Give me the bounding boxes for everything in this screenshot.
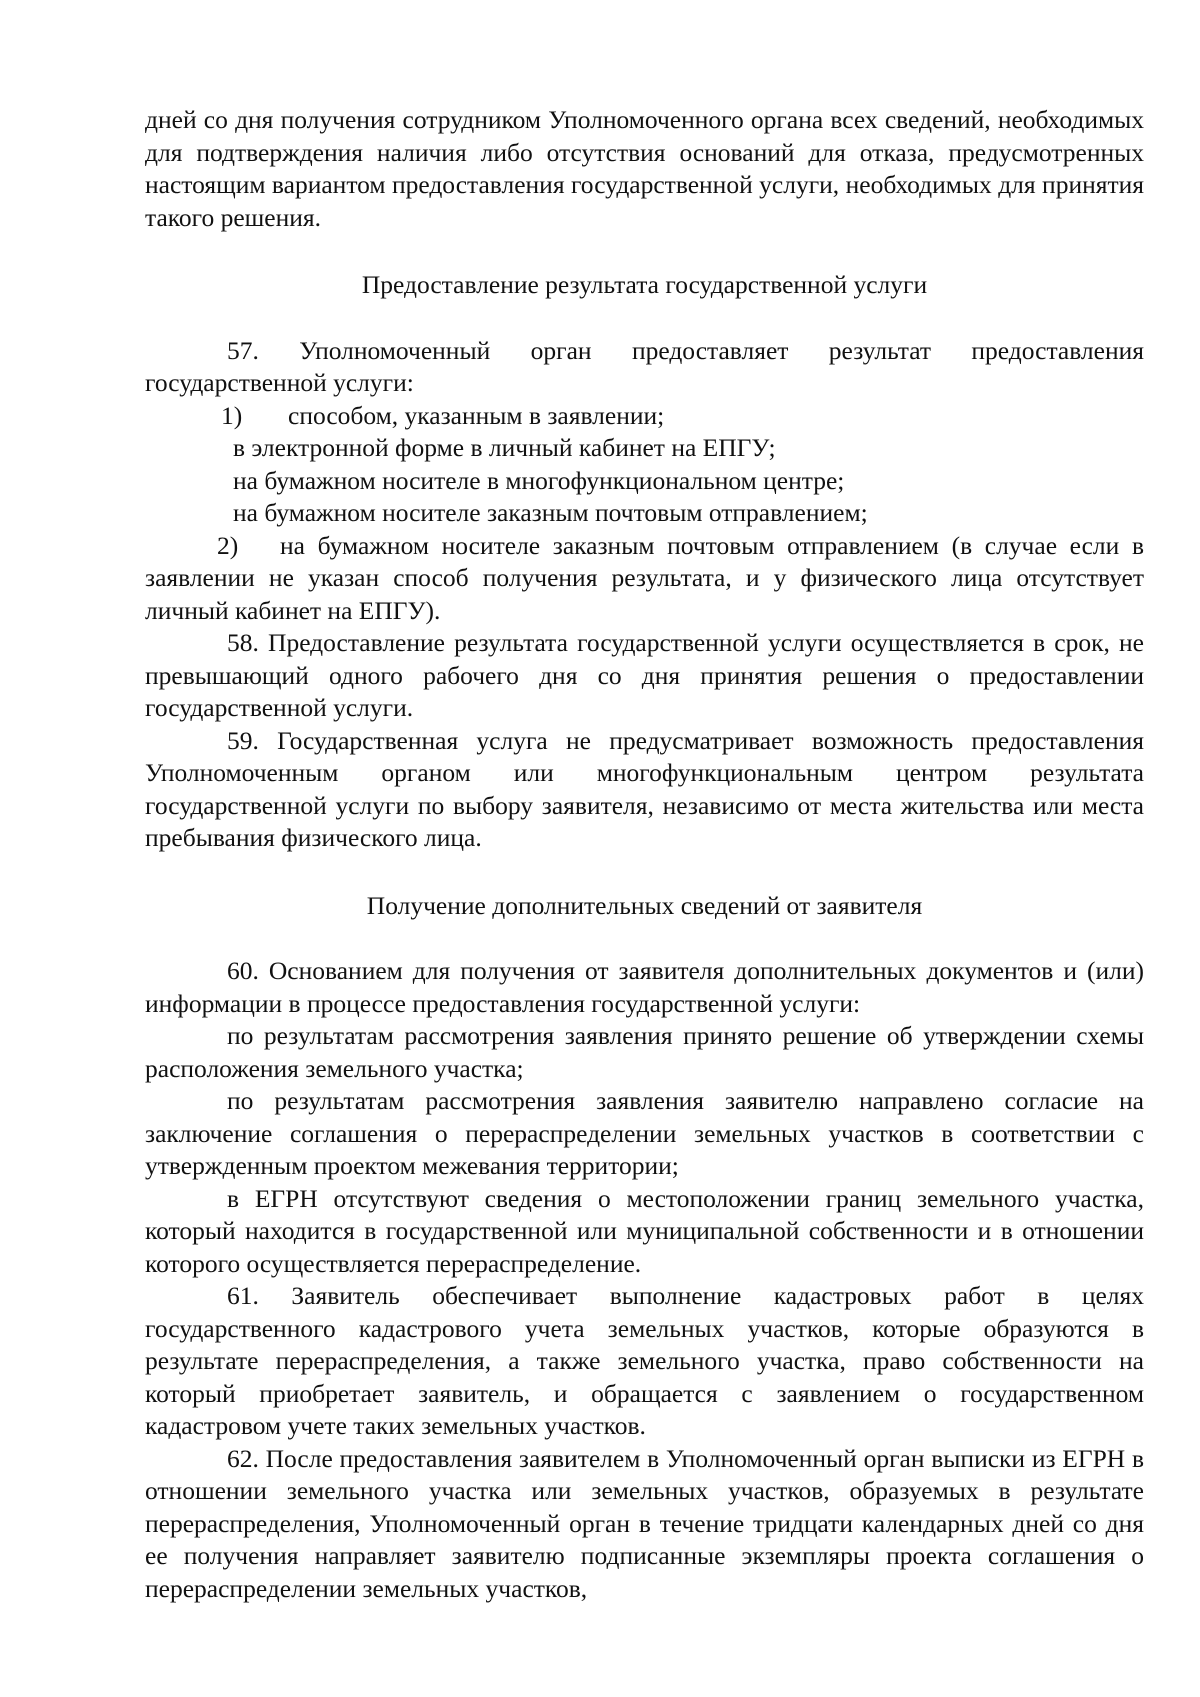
list-item-1-sub-3: на бумажном носителе заказным почтовым отправлением; [233, 498, 868, 527]
paragraph-60-b: по результатам рассмотрения заявления заявителю направлено согласие на заключение соглашения о перераспределении земельных участков в соответствии с утвержденным проектом межевания территории; [145, 1086, 1144, 1180]
paragraph-61: 61. Заявитель обеспечивает выполнение кадастровых работ в целях государственного кадастрового учета земельных участков, которые образуются в результате перераспределения, а также земельного участка, право собственности на который приобретает заявитель, и обращается с заявлением о государственном кадастровом учете таких земельных участков. [145, 1281, 1144, 1440]
paragraph-58: 58. Предоставление результата государственной услуги осуществляется в срок, не превышающий одного рабочего дня со дня принятия решения о предоставлении государственной услуги. [145, 628, 1144, 722]
list-item-1-sub-2: на бумажном носителе в многофункциональном центре; [233, 465, 845, 495]
list-item-2 [145, 530, 1144, 628]
paragraph-57: 57. Уполномоченный орган предоставляет результат предоставления государственной услуги: [145, 335, 1144, 397]
list-item-1-sub-1: в электронной форме в личный кабинет на ЕПГУ; [233, 433, 776, 462]
paragraph-60: 60. Основанием для получения от заявителя дополнительных документов и (или) информации в процессе предоставления государственной услуги: [145, 956, 1144, 1018]
list-item-2-number: 2) [217, 530, 239, 560]
document-page [145, 104, 1144, 1605]
intro-paragraph: дней со дня получения сотрудником Уполномоченного органа всех сведений, необходимых для подтверждения наличия либо отсутствия оснований для отказа, предусмотренных настоящим вариантом предоставления государственной услуги, необходимых для принятия такого решения. [145, 105, 1144, 232]
section-heading-result: Предоставление результата государственной услуги [361, 270, 928, 299]
paragraph-59: 59. Государственная услуга не предусматривает возможность предоставления Уполномоченным органом или многофункциональным центром результата государственной услуги по выбору заявителя, независимо от места жительства или места пребывания физического лица. [145, 725, 1144, 852]
list-item-1 [145, 400, 1144, 433]
list-item-1-number: 1) [221, 400, 243, 430]
list-item-1-text: способом, указанным в заявлении; [288, 400, 665, 430]
list-item-2-text: на бумажном носителе заказным почтовым отправлением (в случае если в заявлении не указан способ получения результата, и у физического лица отсутствует личный кабинет на ЕПГУ). [145, 530, 1144, 625]
section-heading-additional-info: Получение дополнительных сведений от заявителя [366, 890, 923, 920]
paragraph-60-c: в ЕГРН отсутствуют сведения о местоположении границ земельного участка, который находится в государственной или муниципальной собственности и в отношении которого осуществляется перераспределение. [145, 1183, 1144, 1278]
paragraph-60-a: по результатам рассмотрения заявления принято решение об утверждении схемы расположения земельного участка; [145, 1021, 1144, 1083]
paragraph-62: 62. После предоставления заявителем в Уполномоченный орган выписки из ЕГРН в отношении земельного участка или земельных участков, образуемых в результате перераспределения, Уполномоченный орган в течение тридцати календарных дней со дня ее получения направляет заявителю подписанные экземпляры проекта соглашения о перераспределении земельных участков, [145, 1443, 1144, 1603]
